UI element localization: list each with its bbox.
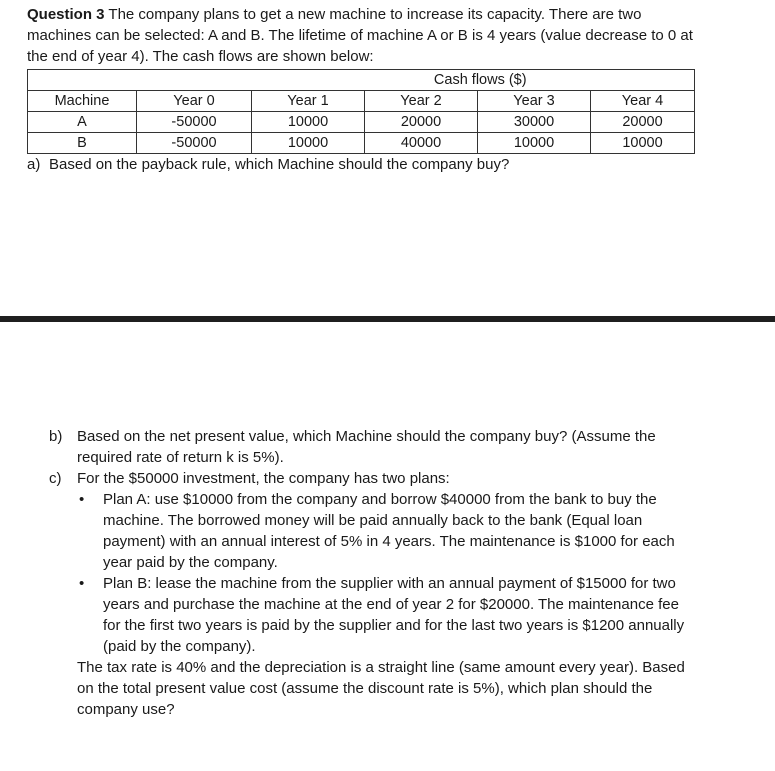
bullet-icon: •: [79, 491, 85, 508]
group-header-spacer: [28, 70, 137, 91]
part-a-text: Based on the payback rule, which Machine should the company buy?: [49, 156, 510, 173]
part-a: [27, 154, 707, 175]
table-cell: 20000: [591, 112, 695, 133]
column-header: Year 2: [365, 91, 478, 112]
part-b: [49, 426, 699, 468]
table-cell: 10000: [591, 133, 695, 154]
table-cell: -50000: [137, 112, 252, 133]
plan-a-item: [49, 489, 699, 573]
table-row: [28, 112, 695, 133]
table-cell: 20000: [365, 112, 478, 133]
question-text: The company plans to get a new machine to increase its capacity. There are two machines can be selected: A and B. The lifetime of machine A or B is 4 years (value decrease to 0 at the end of year 4). The cash flows are shown below:: [27, 6, 693, 65]
part-c-closing: The tax rate is 40% and the depreciation is a straight line (same amount every year). Based on the total present value cost (assume the discount rate is 5%), which plan should the company use?: [77, 659, 685, 718]
table-cell: 30000: [478, 112, 591, 133]
column-header: Year 3: [478, 91, 591, 112]
plan-a-text: Plan A: use $10000 from the company and borrow $40000 from the bank to buy the machine. The borrowed money will be paid annually back to the bank (Equal loan payment) with an annual interest of 5% in 4 years. The maintenance is $1000 for each year paid by the company.: [103, 491, 675, 571]
table-cell: 40000: [365, 133, 478, 154]
part-a-label: a): [27, 156, 41, 173]
column-header: Machine: [28, 91, 137, 112]
table-cell: 10000: [478, 133, 591, 154]
table-cell: B: [28, 133, 137, 154]
plan-b-item: [49, 573, 699, 657]
column-header: Year 1: [252, 91, 365, 112]
part-c-label: c): [49, 470, 62, 487]
table-header-row: [28, 91, 695, 112]
part-b-text: Based on the net present value, which Machine should the company buy? (Assume the required rate of return k is 5%).: [77, 428, 656, 466]
question-label: Question 3: [27, 6, 105, 23]
section-divider: [0, 316, 775, 322]
table-group-header-row: [28, 70, 695, 91]
column-header: Year 0: [137, 91, 252, 112]
table-cell: -50000: [137, 133, 252, 154]
part-b-label: b): [49, 428, 63, 445]
questions-b-c: [49, 426, 699, 720]
plan-b-text: Plan B: lease the machine from the supplier with an annual payment of $15000 for two years and purchase the machine at the end of year 2 for $20000. The maintenance fee for the first two years is paid by the supplier and for the last two years is $1200 annually (paid by the company).: [103, 575, 685, 655]
table-row: [28, 133, 695, 154]
part-c-text: For the $50000 investment, the company has two plans:: [77, 470, 450, 487]
question-block: [27, 4, 707, 175]
cash-flow-table: [27, 69, 695, 154]
table-cell: A: [28, 112, 137, 133]
table-cell: 10000: [252, 133, 365, 154]
column-header: Year 4: [591, 91, 695, 112]
part-c: [49, 468, 699, 489]
group-header: Cash flows ($): [137, 70, 695, 91]
bullet-icon: •: [79, 575, 85, 592]
table-cell: 10000: [252, 112, 365, 133]
question-intro: [27, 4, 707, 67]
